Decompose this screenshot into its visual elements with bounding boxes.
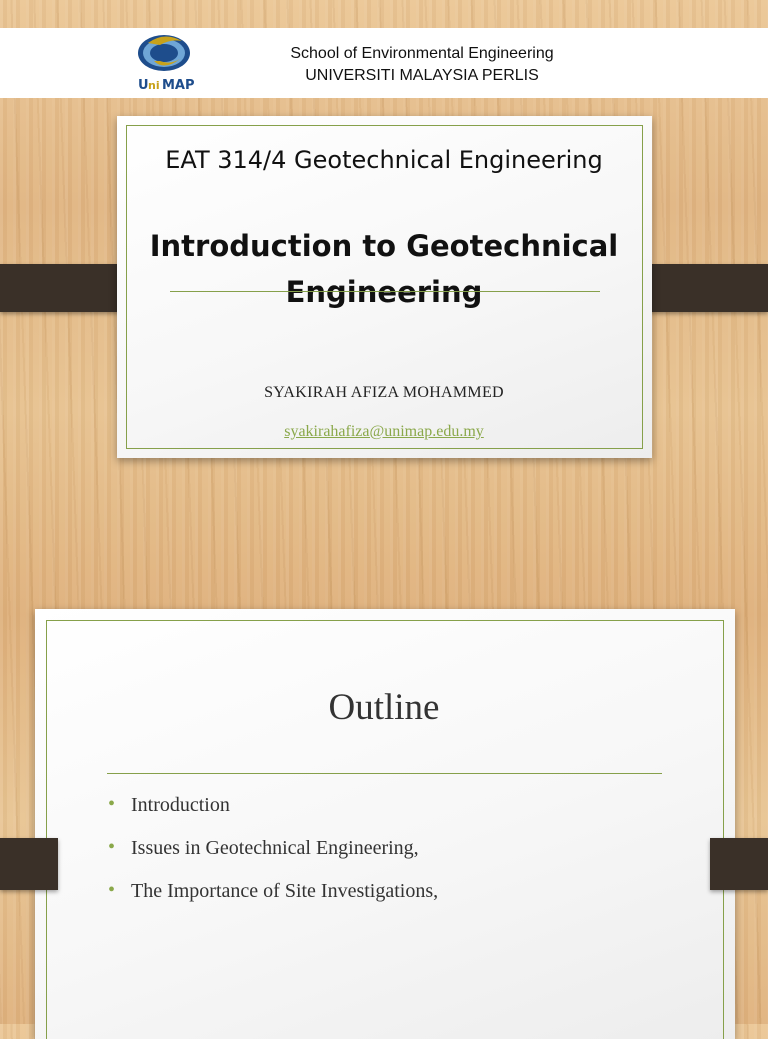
unimap-logo [130,31,200,95]
bullet-icon: • [108,879,116,901]
bullet-icon: • [108,836,116,858]
outline-list [108,790,438,919]
slide-title [0,223,768,315]
list-item [108,790,438,833]
list-item [108,876,438,919]
school-name: School of Environmental Engineering [290,45,554,62]
university-name: UNIVERSITI MALAYSIA PERLIS [305,67,539,84]
outline-title: Outline [328,687,440,728]
bullet-icon: • [108,793,116,815]
header-bar [0,28,768,98]
list-item-text: Issues in Geotechnical Engineering, [131,837,419,859]
outline-divider [107,773,662,774]
author-name: SYAKIRAH AFIZA MOHAMMED [264,384,504,401]
slide-clip-right [710,838,768,890]
course-code: EAT 314/4 Geotechnical Engineering [165,146,603,174]
slide-title-line2: Engineering [285,275,483,309]
slide-title-line1: Introduction to Geotechnical [149,229,619,263]
title-divider [170,291,600,292]
author-email-link[interactable]: syakirahafiza@unimap.edu.my [284,423,484,440]
list-item-text: Introduction [131,794,230,816]
slide-clip-left [0,838,58,890]
svg-text:MAP: MAP [162,78,195,93]
list-item [108,833,438,876]
svg-text:ni: ni [148,79,160,92]
list-item-text: The Importance of Site Investigations, [131,880,439,902]
svg-text:U: U [138,78,149,93]
